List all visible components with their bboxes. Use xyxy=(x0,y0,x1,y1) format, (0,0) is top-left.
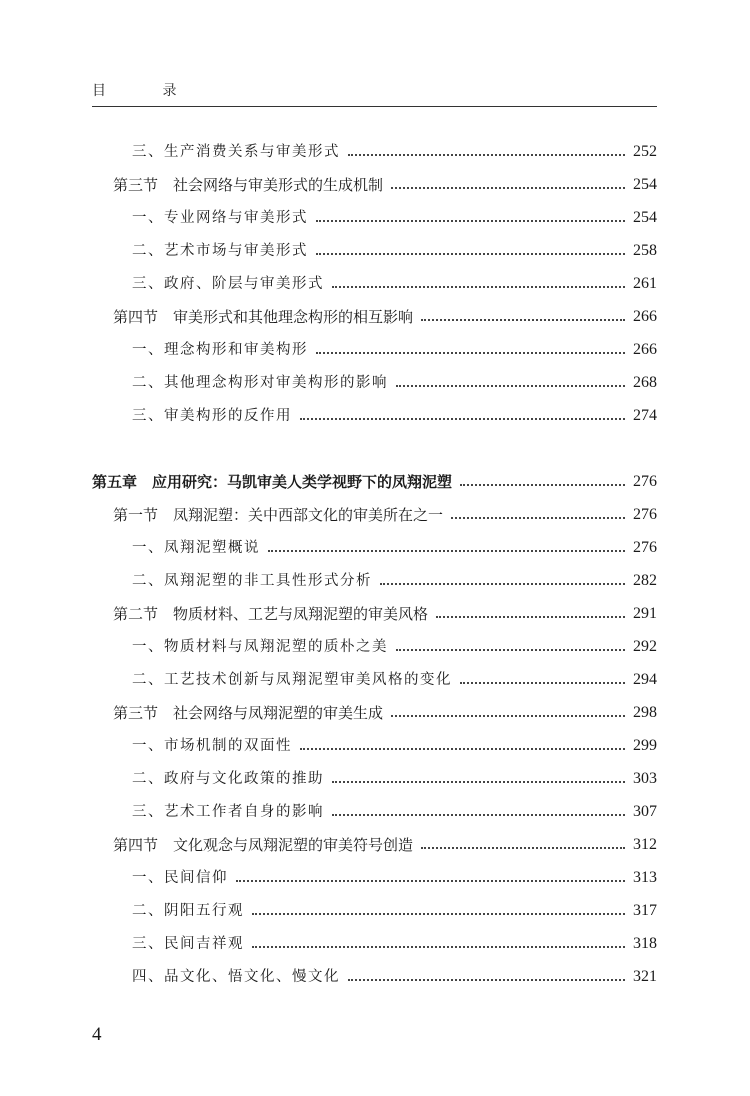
toc-entry[interactable] xyxy=(132,666,657,690)
toc-entry-page: 282 xyxy=(633,572,657,589)
toc-leader-dots xyxy=(332,781,625,783)
toc-leader-dots xyxy=(252,946,625,948)
toc-entry-label: 第三节 社会网络与审美形式的生成机制 xyxy=(113,176,384,194)
toc-leader-dots xyxy=(396,649,625,651)
toc-entry-label: 二、政府与文化政策的推助 xyxy=(132,771,324,787)
toc-entry[interactable] xyxy=(132,534,657,558)
toc-entry[interactable] xyxy=(132,633,657,657)
toc-entry-page: 261 xyxy=(633,275,657,292)
toc-entry-label: 二、其他理念构形对审美构形的影响 xyxy=(132,375,388,391)
toc-entry-page: 303 xyxy=(633,770,657,787)
toc-leader-dots xyxy=(348,979,625,981)
toc-entry-label: 第四节 文化观念与凤翔泥塑的审美符号创造 xyxy=(113,836,414,854)
toc-entry[interactable] xyxy=(113,831,657,855)
toc-entry-label: 四、品文化、悟文化、慢文化 xyxy=(132,969,340,985)
toc-entry-page: 307 xyxy=(633,803,657,820)
toc-entry-label: 二、工艺技术创新与凤翔泥塑审美风格的变化 xyxy=(132,672,452,688)
toc-entry-page: 294 xyxy=(633,671,657,688)
toc-entry-page: 317 xyxy=(633,902,657,919)
toc-entry[interactable] xyxy=(113,501,657,525)
page-number: 4 xyxy=(92,1024,102,1045)
toc-entry-label: 三、生产消费关系与审美形式 xyxy=(132,144,340,160)
toc-entry-page: 299 xyxy=(633,737,657,754)
toc-leader-dots xyxy=(268,550,625,552)
toc-entry-page: 292 xyxy=(633,638,657,655)
toc-entry-label: 三、政府、阶层与审美形式 xyxy=(132,276,324,292)
toc-entry[interactable] xyxy=(132,237,657,261)
toc-leader-dots xyxy=(391,715,625,717)
toc-leader-dots xyxy=(348,154,625,156)
toc-entry-page: 318 xyxy=(633,935,657,952)
toc-entry[interactable] xyxy=(132,138,657,162)
toc-leader-dots xyxy=(252,913,625,915)
toc-entry-label: 第五章 应用研究：马凯审美人类学视野下的凤翔泥塑 xyxy=(92,473,453,491)
toc-entry-label: 第二节 物质材料、工艺与凤翔泥塑的审美风格 xyxy=(113,605,429,623)
toc-entry-label: 三、艺术工作者自身的影响 xyxy=(132,804,324,820)
toc-entry[interactable] xyxy=(132,336,657,360)
toc-entry-label: 第一节 凤翔泥塑：关中西部文化的审美所在之一 xyxy=(113,506,444,524)
toc-entry-label: 三、民间吉祥观 xyxy=(132,936,244,952)
toc-entry[interactable] xyxy=(132,864,657,888)
toc-entry-page: 298 xyxy=(633,704,657,721)
toc-entry-label: 第四节 审美形式和其他理念构形的相互影响 xyxy=(113,308,414,326)
toc-entry-page: 258 xyxy=(633,242,657,259)
running-header-title: 目 录 xyxy=(92,83,203,99)
toc-entry-page: 254 xyxy=(633,176,657,193)
toc-entry[interactable] xyxy=(113,699,657,723)
toc-entry-page: 266 xyxy=(633,341,657,358)
toc-entry-label: 一、市场机制的双面性 xyxy=(132,738,292,754)
toc-entry[interactable] xyxy=(132,567,657,591)
toc-leader-dots xyxy=(380,583,625,585)
toc-leader-dots xyxy=(436,616,625,618)
toc-entry[interactable] xyxy=(132,402,657,426)
toc-entry-page: 276 xyxy=(633,539,657,556)
toc-entry-label: 一、凤翔泥塑概说 xyxy=(132,540,260,556)
toc-leader-dots xyxy=(451,517,625,519)
toc-leader-dots xyxy=(300,748,625,750)
toc-leader-dots xyxy=(396,385,625,387)
toc-entry-label: 二、艺术市场与审美形式 xyxy=(132,243,308,259)
toc-entry-label: 一、物质材料与凤翔泥塑的质朴之美 xyxy=(132,639,388,655)
toc-entry-label: 二、阴阳五行观 xyxy=(132,903,244,919)
toc-entry-page: 266 xyxy=(633,308,657,325)
toc-leader-dots xyxy=(391,187,625,189)
toc-entry-page: 276 xyxy=(633,506,657,523)
toc-leader-dots xyxy=(421,847,625,849)
toc-leader-dots xyxy=(236,880,625,882)
toc-entry-page: 274 xyxy=(633,407,657,424)
toc-entry-page: 254 xyxy=(633,209,657,226)
toc-entry[interactable] xyxy=(132,732,657,756)
toc-entry-page: 276 xyxy=(633,473,657,490)
toc-entry[interactable] xyxy=(132,765,657,789)
toc-entry-label: 一、民间信仰 xyxy=(132,870,228,886)
toc-entry[interactable] xyxy=(132,798,657,822)
toc-entry-chapter[interactable] xyxy=(92,468,657,492)
toc-leader-dots xyxy=(421,319,625,321)
toc-leader-dots xyxy=(316,352,625,354)
toc-entry[interactable] xyxy=(113,171,657,195)
toc-entry[interactable] xyxy=(132,930,657,954)
toc-entry[interactable] xyxy=(132,369,657,393)
toc-entry[interactable] xyxy=(132,897,657,921)
toc-entry[interactable] xyxy=(113,600,657,624)
toc-leader-dots xyxy=(316,253,625,255)
toc-entry-label: 三、审美构形的反作用 xyxy=(132,408,292,424)
toc-leader-dots xyxy=(300,418,625,420)
toc-entry-label: 二、凤翔泥塑的非工具性形式分析 xyxy=(132,573,372,589)
toc-leader-dots xyxy=(332,286,625,288)
toc-entry[interactable] xyxy=(113,303,657,327)
toc-entry-page: 321 xyxy=(633,968,657,985)
toc-leader-dots xyxy=(316,220,625,222)
toc-entry-page: 312 xyxy=(633,836,657,853)
toc-entry[interactable] xyxy=(132,963,657,987)
toc-leader-dots xyxy=(460,682,625,684)
toc-entry-page: 252 xyxy=(633,143,657,160)
toc-entry-label: 一、理念构形和审美构形 xyxy=(132,342,308,358)
toc-entry-label: 第三节 社会网络与凤翔泥塑的审美生成 xyxy=(113,704,384,722)
toc-leader-dots xyxy=(332,814,625,816)
toc-entry[interactable] xyxy=(132,270,657,294)
toc-entry-page: 313 xyxy=(633,869,657,886)
toc-leader-dots xyxy=(460,484,625,486)
toc-entry[interactable] xyxy=(132,204,657,228)
toc-entry-page: 291 xyxy=(633,605,657,622)
toc-entry-page: 268 xyxy=(633,374,657,391)
toc-entry-label: 一、专业网络与审美形式 xyxy=(132,210,308,226)
